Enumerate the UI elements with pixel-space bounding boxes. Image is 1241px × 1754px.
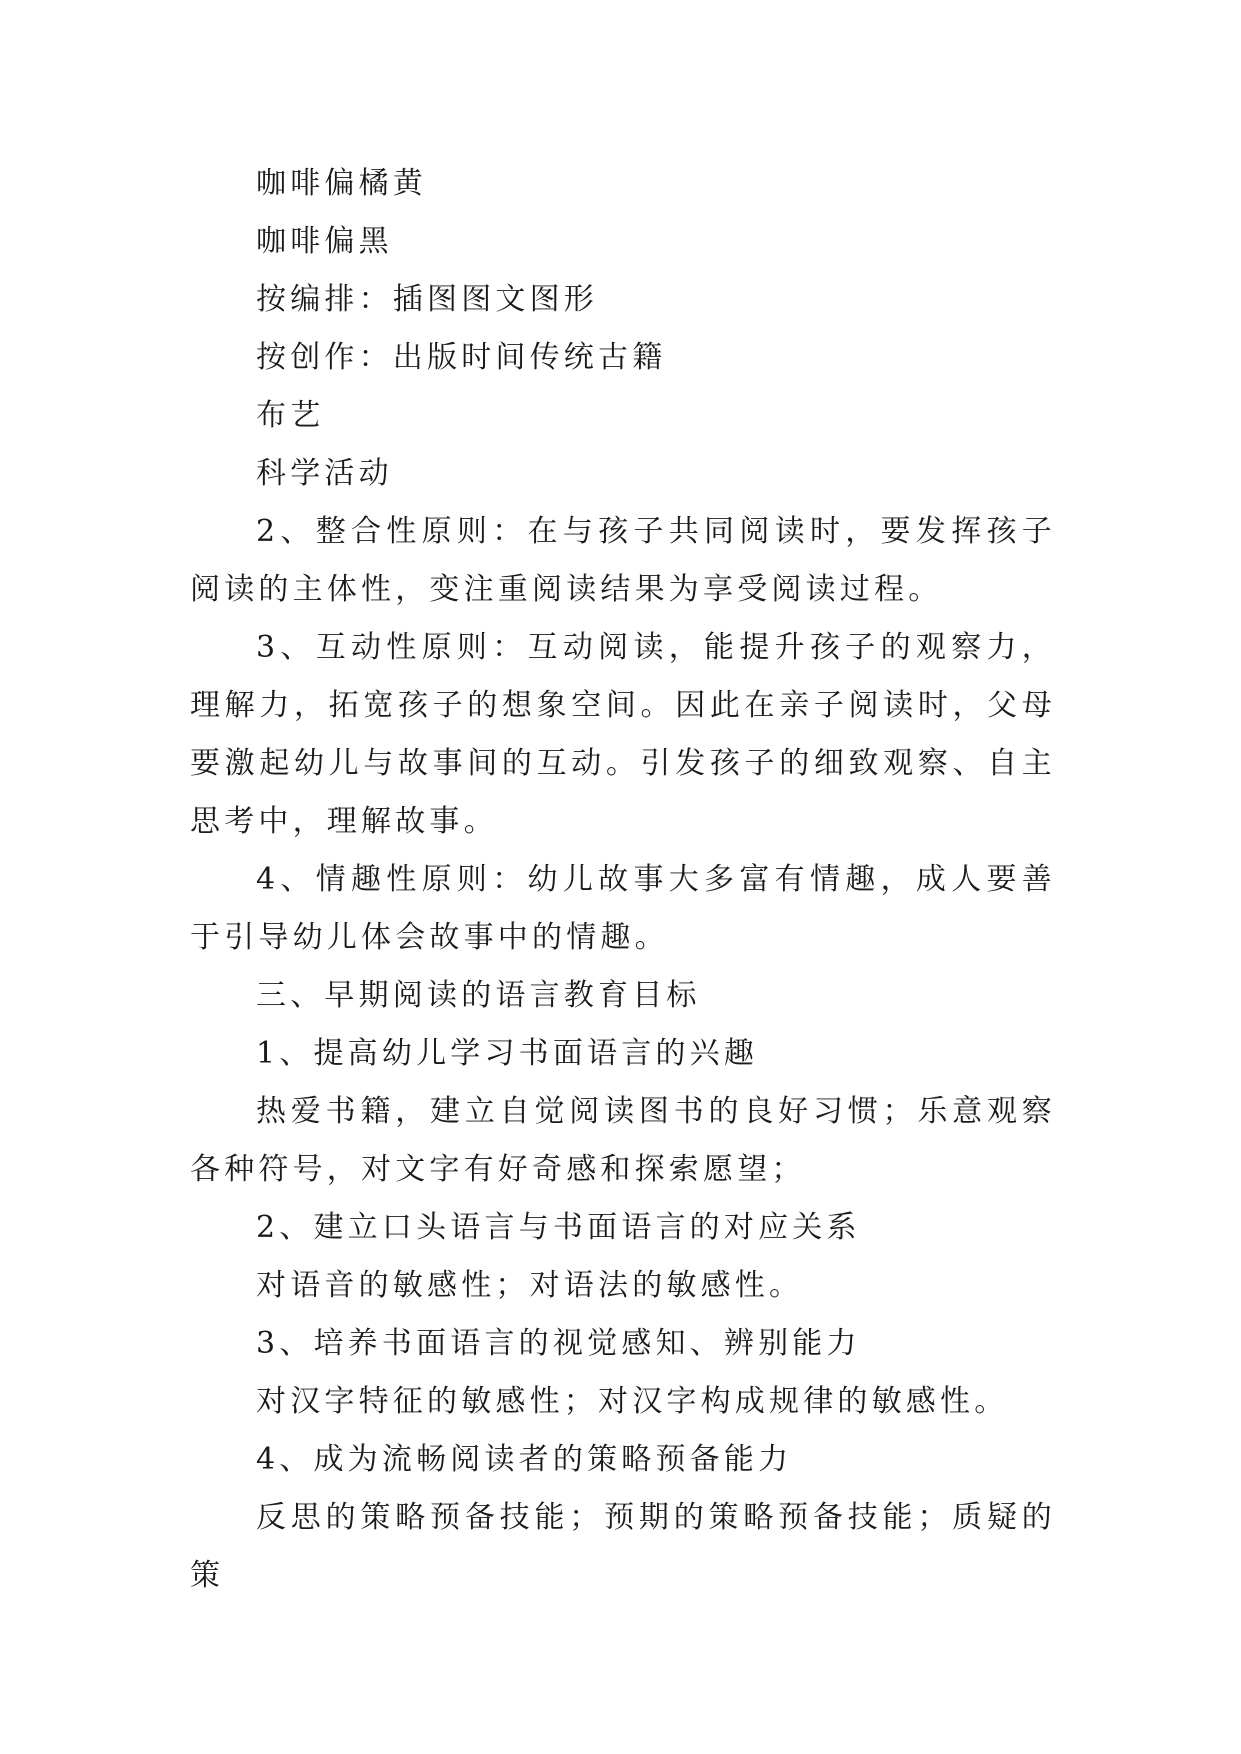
goal-4-body: 反思的策略预备技能；预期的策略预备技能；质疑的策	[190, 1500, 1056, 1593]
document-body	[190, 155, 1056, 1605]
goal-3-body: 对汉字特征的敏感性；对汉字构成规律的敏感性。	[256, 1384, 1009, 1419]
paragraph-fabric: 布艺	[256, 398, 325, 433]
paragraph-coffee-black: 咖啡偏黑	[256, 224, 393, 259]
paragraph-coffee-orange: 咖啡偏橘黄	[256, 166, 427, 201]
paragraph-by-layout: 按编排：插图图文图形	[256, 282, 598, 317]
paragraph-interaction-principle: 3、互动性原则：互动阅读，能提升孩子的观察力，理解力，拓宽孩子的想象空间。因此在亲子阅读时，父母要激起幼儿与故事间的互动。引发孩子的细致观察、自主思考中，理解故事。	[190, 630, 1056, 839]
goal-1-body: 热爱书籍，建立自觉阅读图书的良好习惯；乐意观察各种符号，对文字有好奇感和探索愿望；	[190, 1094, 1056, 1187]
paragraph-science-activity: 科学活动	[256, 456, 393, 491]
goal-2-heading: 2、建立口头语言与书面语言的对应关系	[256, 1210, 861, 1245]
goal-1-heading: 1、提高幼儿学习书面语言的兴趣	[256, 1036, 759, 1071]
section-heading-goals: 三、早期阅读的语言教育目标	[256, 978, 701, 1013]
paragraph-integration-principle: 2、整合性原则：在与孩子共同阅读时，要发挥孩子阅读的主体性，变注重阅读结果为享受阅读过程。	[190, 514, 1056, 607]
goal-2-body: 对语音的敏感性；对语法的敏感性。	[256, 1268, 804, 1303]
paragraph-interest-principle: 4、情趣性原则：幼儿故事大多富有情趣，成人要善于引导幼儿体会故事中的情趣。	[190, 862, 1056, 955]
goal-4-heading: 4、成为流畅阅读者的策略预备能力	[256, 1442, 793, 1477]
goal-3-heading: 3、培养书面语言的视觉感知、辨别能力	[256, 1326, 861, 1361]
paragraph-by-creation: 按创作：出版时间传统古籍	[256, 340, 667, 375]
